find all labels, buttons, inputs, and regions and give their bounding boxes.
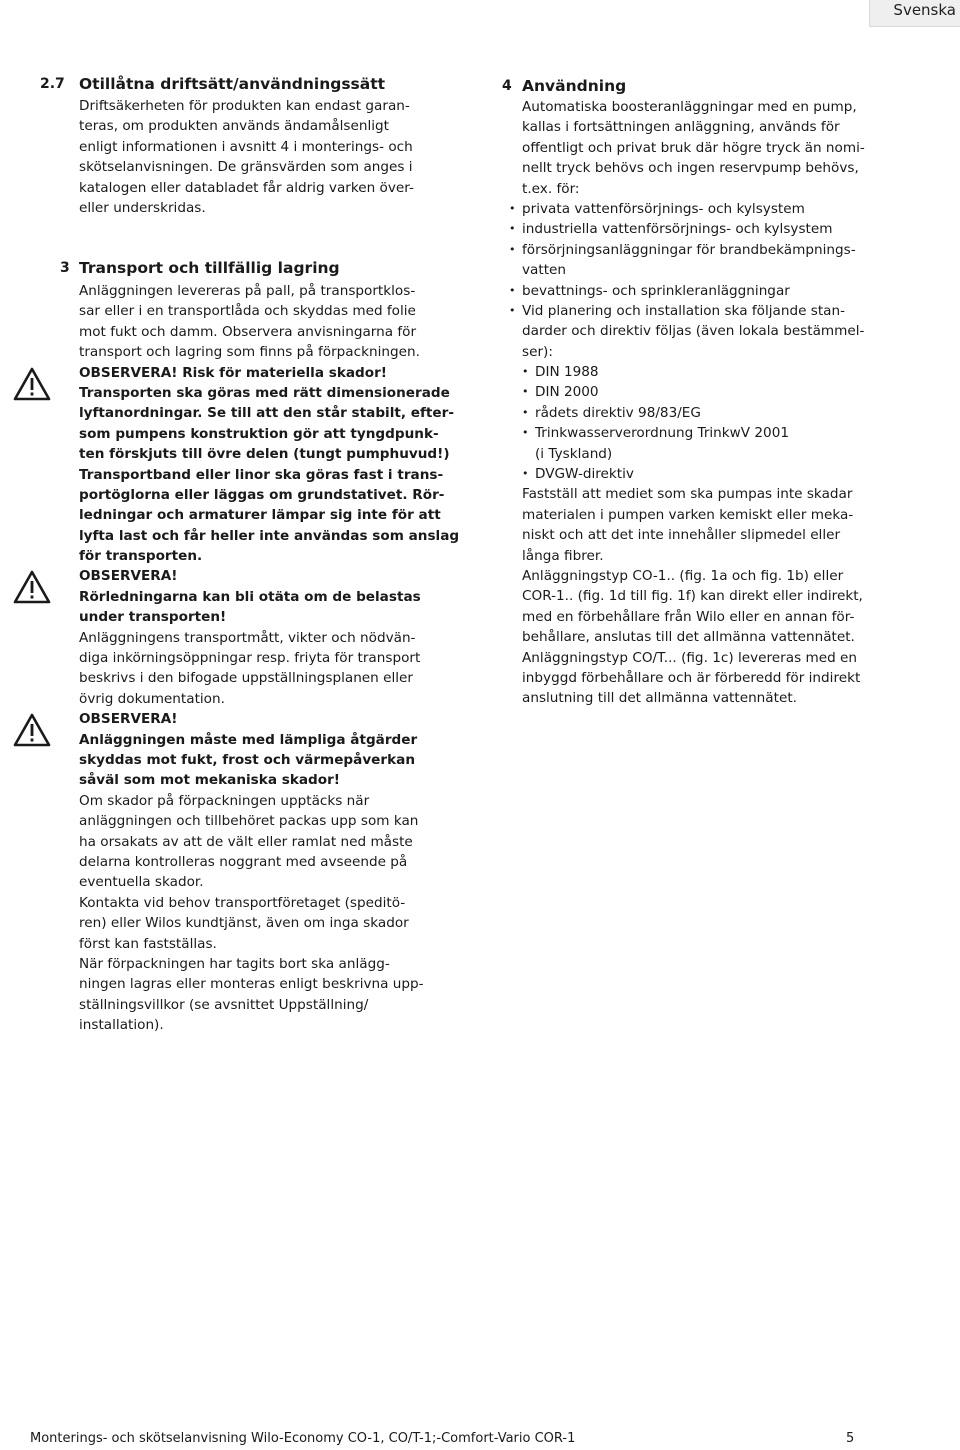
line-text: niskt och att det inte innehåller slipmedel eller xyxy=(522,527,841,544)
text-line: ha orsakats av att de vält eller ramlat ned måste xyxy=(79,833,413,850)
text-line: katalogen eller databladet får aldrig varken över- xyxy=(79,179,414,196)
line-text: Trinkwasserverordnung TrinkwV 2001 xyxy=(535,425,790,442)
line-text: långa fibrer. xyxy=(522,547,604,564)
text-line: övrig dokumentation. xyxy=(79,690,225,707)
text-line xyxy=(522,627,922,647)
text-line: ställningsvillkor (se avsnittet Uppställning/ xyxy=(79,996,369,1013)
line-text: privata vattenförsörjnings- och kylsystem xyxy=(522,200,805,217)
text-line: OBSERVERA! Risk för materiella skador! xyxy=(79,364,388,381)
line-text: (i Tyskland) xyxy=(535,445,613,462)
section-2-7-number: 2.7 xyxy=(40,76,65,92)
text-line: ren) eller Wilos kundtjänst, även om inga skador xyxy=(79,915,409,932)
text-line: Rörledningarna kan bli otäta om de belastas xyxy=(79,588,421,605)
language-label: Svenska xyxy=(893,1,956,19)
bullet-item xyxy=(522,423,922,443)
warning-triangle-icon xyxy=(12,712,52,748)
line-text: ser): xyxy=(522,343,553,360)
bullet-item xyxy=(522,362,922,382)
line-text: industriella vattenförsörjnings- och kylsystem xyxy=(522,221,833,238)
text-line xyxy=(522,688,922,708)
bullet-icon: • xyxy=(509,242,516,256)
bullet-item xyxy=(509,301,922,321)
text-line xyxy=(522,97,922,117)
text-line: installation). xyxy=(79,1017,164,1034)
line-text: med en förbehållare från Wilo eller en annan för- xyxy=(522,608,855,625)
text-line: Om skador på förpackningen upptäcks när xyxy=(79,792,370,809)
text-line: först kan fastställas. xyxy=(79,935,217,952)
section-2-7-body xyxy=(79,96,439,218)
text-line: Anläggningen levereras på pall, på transportklos- xyxy=(79,283,416,299)
line-text: Fastställ att mediet som ska pumpas inte skadar xyxy=(522,486,853,503)
text-line: diga inkörningsöppningar resp. friyta för transport xyxy=(79,650,421,667)
text-line: OBSERVERA! xyxy=(79,568,178,585)
text-line: eller underskridas. xyxy=(79,199,206,216)
line-text: behållare, anslutas till det allmänna vattennätet. xyxy=(522,629,855,646)
text-line xyxy=(522,444,922,464)
language-tab xyxy=(869,0,960,27)
bullet-icon: • xyxy=(522,467,529,481)
section-4-number: 4 xyxy=(502,78,512,94)
warning-triangle-icon xyxy=(12,366,52,402)
text-line: När förpackningen har tagits bort ska anlägg- xyxy=(79,955,390,972)
line-text: Automatiska boosteranläggningar med en pump, xyxy=(522,99,857,115)
line-text: materialen i pumpen varken kemiskt eller meka- xyxy=(522,506,854,523)
text-line: Anläggningens transportmått, vikter och nödvän- xyxy=(79,629,416,646)
text-line xyxy=(522,566,922,586)
line-text: DIN 1988 xyxy=(535,364,599,381)
section-4-title: Användning xyxy=(522,77,627,95)
line-text: försörjningsanläggningar för brandbekämpnings- xyxy=(522,241,856,258)
text-line xyxy=(522,648,922,668)
text-line xyxy=(522,158,922,178)
bullet-item xyxy=(509,281,922,301)
bullet-item xyxy=(522,464,922,484)
text-line: portöglorna eller läggas om grundstativet. Rör- xyxy=(79,486,445,503)
bullet-item xyxy=(509,199,922,219)
bullet-icon: • xyxy=(522,426,529,440)
page-number: 5 xyxy=(846,1431,855,1446)
text-line: OBSERVERA! xyxy=(79,711,178,728)
line-text: Vid planering och installation ska följande stan- xyxy=(522,302,846,319)
text-line xyxy=(522,342,922,362)
text-line: sar eller i en transportlåda och skyddas med folie xyxy=(79,303,416,320)
bullet-item xyxy=(522,403,922,423)
text-line xyxy=(522,321,922,341)
text-line: skötselanvisningen. De gränsvärden som anges i xyxy=(79,159,413,176)
text-line: ledningar och armaturer lämpar sig inte för att xyxy=(79,507,441,524)
text-line: Anläggningen måste med lämpliga åtgärder xyxy=(79,731,418,748)
text-line: eventuella skador. xyxy=(79,874,204,891)
section-3-body xyxy=(79,281,460,1035)
text-line xyxy=(522,117,922,137)
text-line: såväl som mot mekaniska skador! xyxy=(79,772,341,789)
text-line xyxy=(522,260,922,280)
text-line xyxy=(522,586,922,606)
text-line: Transporten ska göras med rätt dimensionerade xyxy=(79,384,450,401)
text-line: teras, om produkten används ändamålsenligt xyxy=(79,118,389,135)
text-line: lyftanordningar. Se till att den står stabilt, efter- xyxy=(79,405,454,422)
text-line: transport och lagring som finns på förpackningen. xyxy=(79,344,420,361)
bullet-item xyxy=(509,240,922,260)
line-text: rådets direktiv 98/83/EG xyxy=(535,404,701,421)
bullet-icon: • xyxy=(509,201,516,215)
text-line xyxy=(522,505,922,525)
text-line: mot fukt och damm. Observera anvisningarna för xyxy=(79,323,417,340)
line-text: t.ex. för: xyxy=(522,180,580,197)
footer-text: Monterings- och skötselanvisning Wilo-Economy CO-1, CO/T-1;-Comfort-Vario COR-1 xyxy=(30,1431,576,1446)
line-text: bevattnings- och sprinkleranläggningar xyxy=(522,282,790,299)
text-line xyxy=(522,525,922,545)
line-text: kallas i fortsättningen anläggning, används för xyxy=(522,119,840,136)
text-line xyxy=(522,138,922,158)
bullet-icon: • xyxy=(522,365,529,379)
text-line xyxy=(522,546,922,566)
bullet-item xyxy=(509,219,922,239)
text-line: för transporten. xyxy=(79,548,203,565)
line-text: anslutning till det allmänna vattennätet. xyxy=(522,690,797,707)
text-line: ningen lagras eller monteras enligt beskrivna upp- xyxy=(79,976,424,993)
bullet-icon: • xyxy=(509,303,516,317)
text-line: lyfta last och får heller inte användas som anslag xyxy=(79,527,460,544)
bullet-item xyxy=(522,382,922,402)
line-text: darder och direktiv följas (även lokala bestämmel- xyxy=(522,323,865,340)
section-2-7-title: Otillåtna driftsätt/användningssätt xyxy=(79,75,386,93)
line-text: DIN 2000 xyxy=(535,384,599,401)
text-line: beskrivs i den bifogade uppställningsplanen eller xyxy=(79,670,413,687)
section-4-body xyxy=(509,97,922,709)
text-line: Driftsäkerheten för produkten kan endast garan- xyxy=(79,98,410,114)
text-line: Kontakta vid behov transportföretaget (speditö- xyxy=(79,894,406,911)
warning-triangle-icon xyxy=(12,569,52,605)
bullet-icon: • xyxy=(522,405,529,419)
text-line: enligt informationen i avsnitt 4 i monterings- och xyxy=(79,138,413,155)
text-line xyxy=(522,607,922,627)
line-text: COR-1.. (fig. 1d till fig. 1f) kan direkt eller indirekt, xyxy=(522,588,863,605)
line-text: vatten xyxy=(522,262,567,279)
line-text: DVGW-direktiv xyxy=(535,466,634,483)
text-line: ten förskjuts till övre delen (tungt pumphuvud!) xyxy=(79,446,450,463)
bullet-icon: • xyxy=(509,222,516,236)
text-line: under transporten! xyxy=(79,609,227,626)
text-line: anläggningen och tillbehöret packas upp som kan xyxy=(79,813,419,830)
text-line: som pumpens konstruktion gör att tyngdpunk- xyxy=(79,425,439,442)
text-line xyxy=(522,668,922,688)
bullet-icon: • xyxy=(509,283,516,297)
line-text: nellt tryck behövs och ingen reservpump behövs, xyxy=(522,160,859,177)
bullet-icon: • xyxy=(522,385,529,399)
line-text: Anläggningstyp CO/T... (fig. 1c) levereras med en xyxy=(522,649,858,666)
text-line: skyddas mot fukt, frost och värmepåverkan xyxy=(79,751,416,768)
text-line xyxy=(522,484,922,504)
text-line: Transportband eller linor ska göras fast i trans- xyxy=(79,466,444,483)
section-3-title: Transport och tillfällig lagring xyxy=(79,259,340,277)
section-3-number: 3 xyxy=(60,260,70,276)
line-text: offentligt och privat bruk där högre tryck än nomi- xyxy=(522,139,865,156)
line-text: inbyggd förbehållare och är förberedd för indirekt xyxy=(522,669,861,686)
line-text: Anläggningstyp CO-1.. (fig. 1a och fig. 1b) eller xyxy=(522,567,844,584)
text-line: delarna kontrolleras noggrant med avseende på xyxy=(79,853,408,870)
text-line xyxy=(522,179,922,199)
